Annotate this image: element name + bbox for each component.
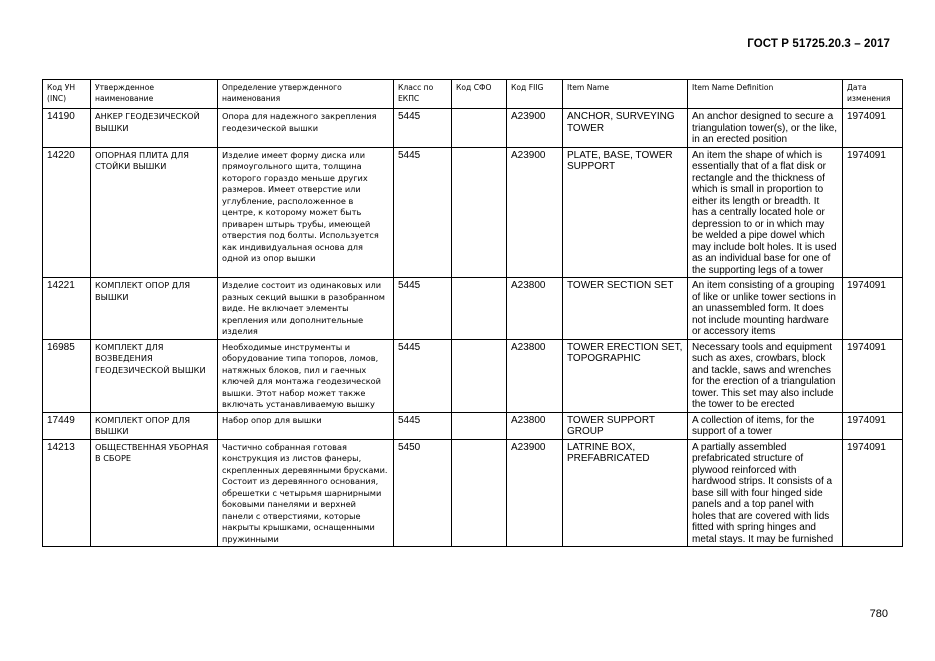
cell-sfo-code bbox=[452, 412, 507, 439]
cell-change-date: 1974091 bbox=[843, 278, 903, 340]
cell-name-ru: АНКЕР ГЕОДЕЗИЧЕСКОЙ ВЫШКИ bbox=[91, 109, 218, 148]
cell-item-definition: A partially assembled prefabricated structure of plywood reinforced with hardwood strips. It consists of a base sill with four hinged side panels and a top panel with holes that are covered with lids fitted with spring hinges and metal stays. It may be furnished bbox=[688, 439, 843, 547]
cell-inc: 14190 bbox=[43, 109, 91, 148]
page-number: 780 bbox=[869, 608, 888, 620]
cell-sfo-code bbox=[452, 439, 507, 547]
cell-item-name: PLATE, BASE, TOWER SUPPORT bbox=[563, 147, 688, 278]
cell-item-definition: An item consisting of a grouping of like or unlike tower sections in an unassembled form. It does not include mounting hardware or accessory items bbox=[688, 278, 843, 340]
cell-ekps-class: 5445 bbox=[394, 109, 452, 148]
cell-inc: 17449 bbox=[43, 412, 91, 439]
cell-item-name: TOWER SUPPORT GROUP bbox=[563, 412, 688, 439]
table-row bbox=[43, 109, 903, 148]
column-header-fiig-code: Код FIIG bbox=[507, 80, 563, 109]
cell-definition-ru: Опора для надежного закрепления геодезической вышки bbox=[218, 109, 394, 148]
column-header-item-name: Item Name bbox=[563, 80, 688, 109]
cell-sfo-code bbox=[452, 278, 507, 340]
cell-item-definition: An item the shape of which is essentially that of a flat disk or rectangle and the thickness of which is small in proportion to either its length or breadth. It has a centrally located hole or depression to or in which may be welded a pipe dowel which may include bolt holes. It is used as an individual base for one of the supporting legs of a tower bbox=[688, 147, 843, 278]
table-header-row bbox=[43, 80, 903, 109]
cell-name-ru: КОМПЛЕКТ ОПОР ДЛЯ ВЫШКИ bbox=[91, 278, 218, 340]
cell-change-date: 1974091 bbox=[843, 339, 903, 412]
cell-inc: 16985 bbox=[43, 339, 91, 412]
column-header-ekps-class: Класс по ЕКПС bbox=[394, 80, 452, 109]
cell-name-ru: ОПОРНАЯ ПЛИТА ДЛЯ СТОЙКИ ВЫШКИ bbox=[91, 147, 218, 278]
cell-inc: 14221 bbox=[43, 278, 91, 340]
cell-sfo-code bbox=[452, 147, 507, 278]
cell-sfo-code bbox=[452, 109, 507, 148]
cell-change-date: 1974091 bbox=[843, 147, 903, 278]
cell-fiig-code: A23800 bbox=[507, 412, 563, 439]
cell-item-definition: An anchor designed to secure a triangulation tower(s), or the like, in an erected position bbox=[688, 109, 843, 148]
column-header-name-ru: Утвержденное наименование bbox=[91, 80, 218, 109]
cell-definition-ru: Необходимые инструменты и оборудование типа топоров, ломов, натяжных блоков, пил и гаечных ключей для монтажа геодезической вышки. Этот набор может также включать устанавливаемую вышку bbox=[218, 339, 394, 412]
column-header-change-date: Дата изменения bbox=[843, 80, 903, 109]
table-row bbox=[43, 412, 903, 439]
column-header-item-definition: Item Name Definition bbox=[688, 80, 843, 109]
cell-change-date: 1974091 bbox=[843, 439, 903, 547]
cell-ekps-class: 5450 bbox=[394, 439, 452, 547]
cell-item-definition: Necessary tools and equipment such as axes, crowbars, block and tackle, saws and wrenches for the erection of a triangulation tower. This set may also include the tower to be erected bbox=[688, 339, 843, 412]
cell-ekps-class: 5445 bbox=[394, 412, 452, 439]
cell-item-name: TOWER ERECTION SET, TOPOGRAPHIC bbox=[563, 339, 688, 412]
catalog-table bbox=[42, 79, 903, 547]
cell-ekps-class: 5445 bbox=[394, 278, 452, 340]
cell-item-name: TOWER SECTION SET bbox=[563, 278, 688, 340]
cell-name-ru: КОМПЛЕКТ ДЛЯ ВОЗВЕДЕНИЯ ГЕОДЕЗИЧЕСКОЙ ВЫШКИ bbox=[91, 339, 218, 412]
cell-ekps-class: 5445 bbox=[394, 339, 452, 412]
cell-fiig-code: A23900 bbox=[507, 147, 563, 278]
cell-definition-ru: Набор опор для вышки bbox=[218, 412, 394, 439]
cell-inc: 14220 bbox=[43, 147, 91, 278]
cell-fiig-code: A23800 bbox=[507, 339, 563, 412]
cell-fiig-code: A23900 bbox=[507, 109, 563, 148]
cell-definition-ru: Изделие состоит из одинаковых или разных секций вышки в разобранном виде. Не включает элементы крепления или дополнительные изделия bbox=[218, 278, 394, 340]
cell-change-date: 1974091 bbox=[843, 109, 903, 148]
cell-change-date: 1974091 bbox=[843, 412, 903, 439]
table-row bbox=[43, 339, 903, 412]
cell-item-definition: A collection of items, for the support of a tower bbox=[688, 412, 843, 439]
cell-inc: 14213 bbox=[43, 439, 91, 547]
cell-item-name: LATRINE BOX, PREFABRICATED bbox=[563, 439, 688, 547]
column-header-inc: Код УН (INC) bbox=[43, 80, 91, 109]
column-header-definition-ru: Определение утвержденного наименования bbox=[218, 80, 394, 109]
column-header-sfo-code: Код СФО bbox=[452, 80, 507, 109]
cell-fiig-code: A23800 bbox=[507, 278, 563, 340]
cell-definition-ru: Изделие имеет форму диска или прямоугольного щита, толщина которого гораздо меньше других размеров. Имеет отверстие или углубление, расположенное в центре, к которому может быть приварен штырь трубы, имеющей отверстия под болты. Используется как индивидуальная основа для одной из опор вышки bbox=[218, 147, 394, 278]
table-row bbox=[43, 278, 903, 340]
cell-name-ru: ОБЩЕСТВЕННАЯ УБОРНАЯ В СБОРЕ bbox=[91, 439, 218, 547]
table-row bbox=[43, 147, 903, 278]
cell-ekps-class: 5445 bbox=[394, 147, 452, 278]
cell-name-ru: КОМПЛЕКТ ОПОР ДЛЯ ВЫШКИ bbox=[91, 412, 218, 439]
cell-fiig-code: A23900 bbox=[507, 439, 563, 547]
cell-item-name: ANCHOR, SURVEYING TOWER bbox=[563, 109, 688, 148]
table-row bbox=[43, 439, 903, 547]
cell-definition-ru: Частично собранная готовая конструкция из листов фанеры, скрепленных деревянными брусками. Состоит из деревянного основания, обрешетки с четырьмя шарнирными боковыми панелями и верхней панели с отверстиями, которые накрыты крышками, оснащенными пружинными bbox=[218, 439, 394, 547]
cell-sfo-code bbox=[452, 339, 507, 412]
document-header: ГОСТ Р 51725.20.3 – 2017 bbox=[747, 38, 890, 50]
